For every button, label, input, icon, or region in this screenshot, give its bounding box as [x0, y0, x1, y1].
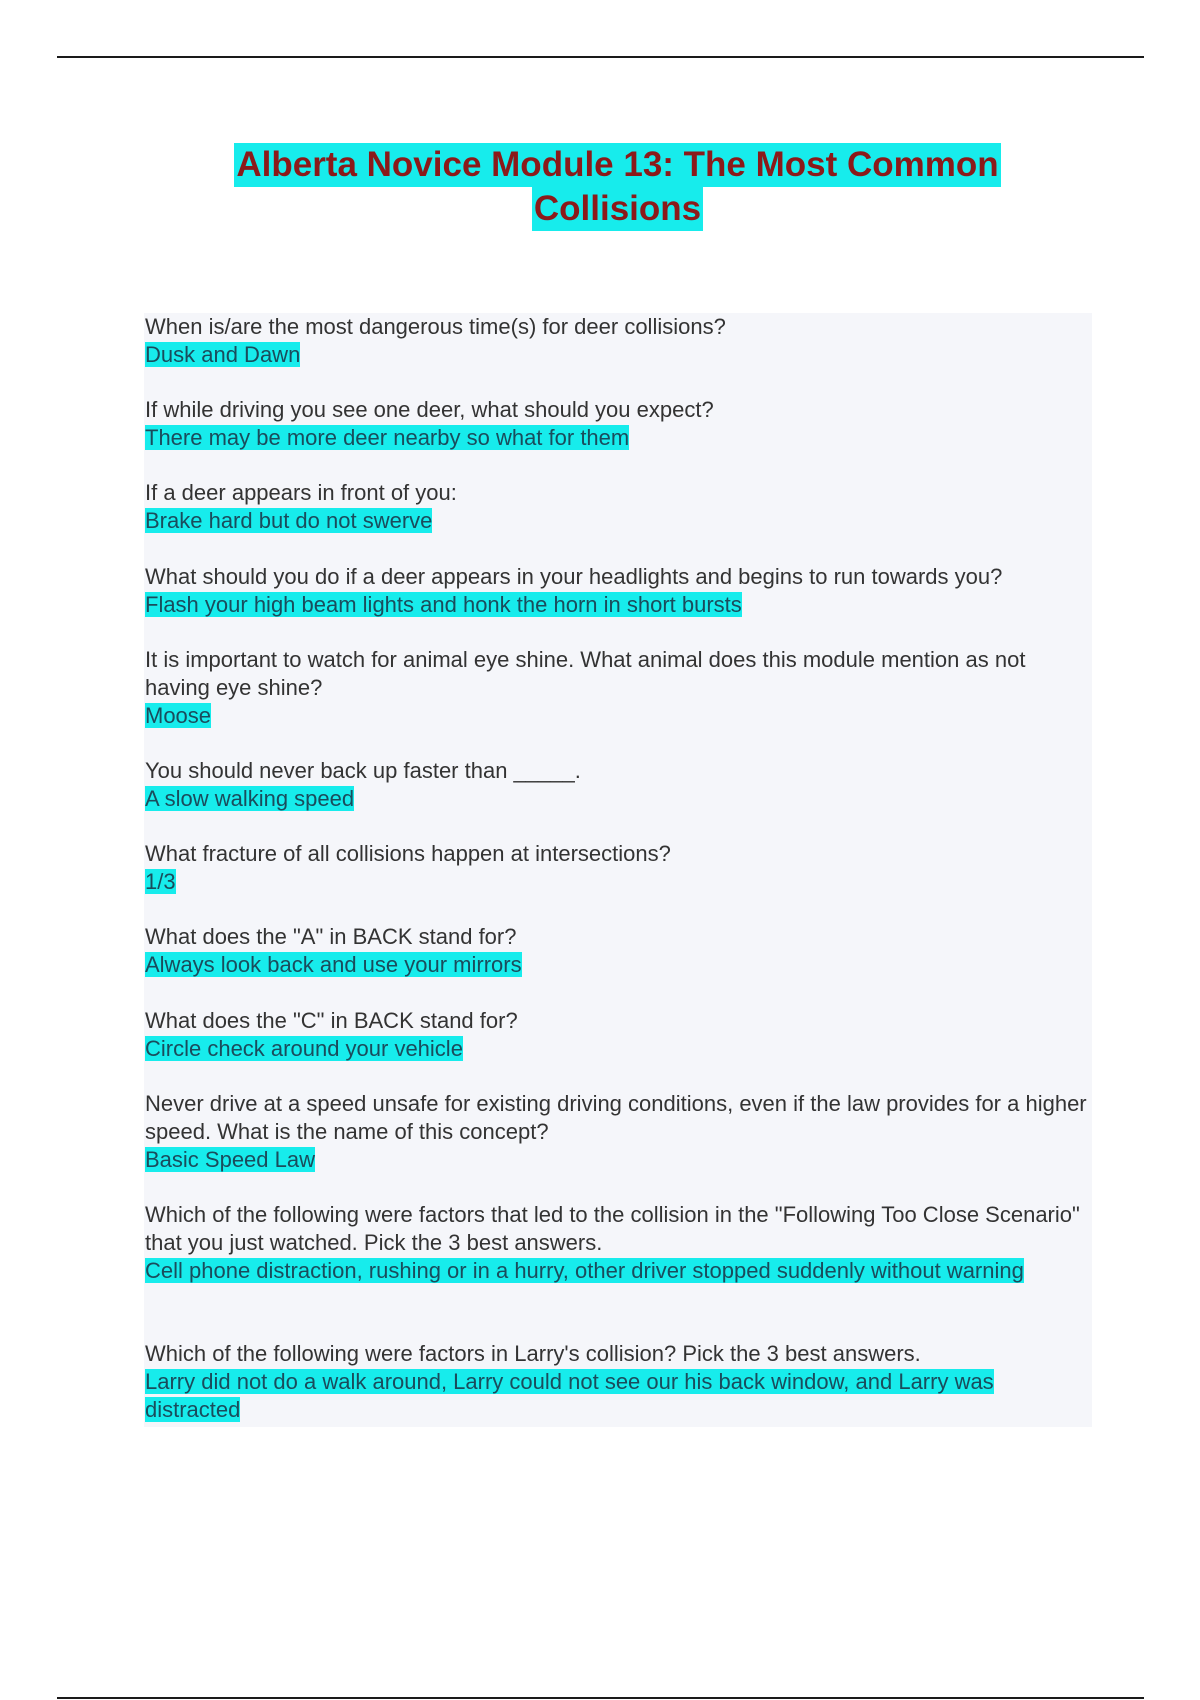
answer-highlight: Brake hard but do not swerve: [145, 508, 433, 533]
qa-item: [145, 1201, 1090, 1285]
answer-highlight: Circle check around your vehicle: [145, 1036, 463, 1061]
answer-highlight: Cell phone distraction, rushing or in a hurry, other driver stopped suddenly without warning: [145, 1258, 1024, 1283]
answer-highlight: Dusk and Dawn: [145, 342, 301, 367]
question-text: Which of the following were factors in Larry's collision? Pick the 3 best answers.: [145, 1341, 921, 1366]
answer-highlight: A slow walking speed: [145, 786, 355, 811]
answer-text: [145, 1035, 1090, 1063]
top-rule: [57, 56, 1144, 58]
answer-highlight: Moose: [145, 703, 212, 728]
question-text: When is/are the most dangerous time(s) for deer collisions?: [145, 314, 726, 339]
answer-highlight: Flash your high beam lights and honk the horn in short bursts: [145, 592, 742, 617]
qa-item: [145, 1007, 1090, 1063]
answer-text: [145, 424, 1090, 452]
answer-text: [145, 1146, 1090, 1174]
question-text: Never drive at a speed unsafe for existing driving conditions, even if the law provides for a higher speed. What is the name of this concept?: [145, 1091, 1093, 1144]
qa-item: [145, 563, 1090, 619]
bottom-rule: [57, 1697, 1144, 1699]
question-text: If while driving you see one deer, what should you expect?: [145, 397, 714, 422]
qa-item: [145, 1340, 1090, 1424]
answer-text: [145, 868, 1090, 896]
question-text: What does the "C" in BACK stand for?: [145, 1008, 518, 1033]
answer-highlight: There may be more deer nearby so what for them: [145, 425, 630, 450]
qa-item: [145, 479, 1090, 535]
question-text: What fracture of all collisions happen at intersections?: [145, 841, 671, 866]
page-title: [0, 143, 1200, 231]
answer-text: [145, 341, 1090, 369]
qa-panel: [144, 313, 1092, 1427]
title-line-2: Collisions: [532, 187, 703, 231]
answer-text: [145, 951, 1090, 979]
question-text: You should never back up faster than _____.: [145, 758, 581, 783]
qa-item: [145, 646, 1090, 730]
title-line-1: Alberta Novice Module 13: The Most Common: [234, 143, 1000, 187]
answer-highlight: 1/3: [145, 869, 176, 894]
answer-highlight: Basic Speed Law: [145, 1147, 315, 1172]
qa-item: [145, 923, 1090, 979]
question-text: What does the "A" in BACK stand for?: [145, 924, 517, 949]
question-text: It is important to watch for animal eye shine. What animal does this module mention as not having eye shine?: [145, 647, 1032, 700]
answer-highlight: Always look back and use your mirrors: [145, 952, 522, 977]
qa-item: [145, 757, 1090, 813]
question-text: If a deer appears in front of you:: [145, 480, 457, 505]
answer-text: [145, 1368, 1090, 1424]
answer-text: [145, 1257, 1090, 1285]
answer-text: [145, 785, 1090, 813]
answer-text: [145, 507, 1090, 535]
answer-text: [145, 591, 1090, 619]
question-text: Which of the following were factors that led to the collision in the "Following Too Close Scenario" that you just watched. Pick the 3 best answers.: [145, 1202, 1086, 1255]
qa-item: [145, 396, 1090, 452]
answer-highlight: Larry did not do a walk around, Larry could not see our his back window, and Larry was distracted: [145, 1369, 994, 1422]
qa-item: [145, 1090, 1093, 1174]
qa-item: [145, 313, 1090, 369]
question-text: What should you do if a deer appears in your headlights and begins to run towards you?: [145, 564, 1003, 589]
qa-item: [145, 840, 1090, 896]
answer-text: [145, 702, 1090, 730]
